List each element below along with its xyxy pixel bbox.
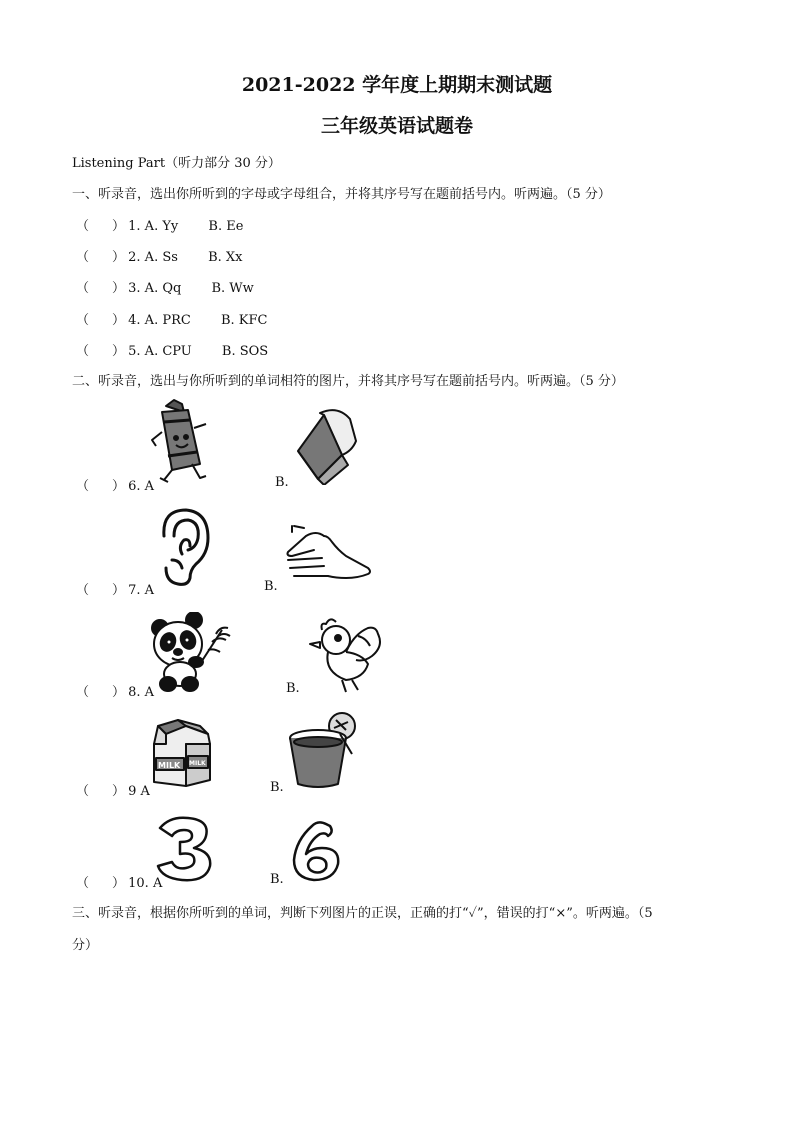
juice-cup-icon <box>288 710 360 790</box>
answer-blank[interactable]: （ ） <box>76 281 126 296</box>
crayon-icon <box>148 398 214 484</box>
listening-part-heading: Listening Part（听力部分 30 分） <box>72 156 281 171</box>
answer-blank[interactable]: （ ） <box>76 219 126 234</box>
question-8 <box>76 681 154 700</box>
question-5 <box>76 340 268 359</box>
option-a: CPU <box>162 344 192 359</box>
option-b-label: B. <box>286 681 300 696</box>
page-title: 2021-2022 学年度上期期末测试题 <box>241 74 553 96</box>
question-9 <box>76 780 150 799</box>
question-2 <box>76 246 242 265</box>
option-b: B. SOS <box>221 344 269 359</box>
answer-blank[interactable]: （ ） <box>76 583 126 598</box>
question-10 <box>76 872 162 891</box>
bird-icon <box>306 616 384 694</box>
option-a: Ss <box>162 250 178 265</box>
option-b: B. KFC <box>220 313 268 328</box>
option-b-label: B. <box>264 579 278 594</box>
hand-icon <box>284 522 372 586</box>
ear-icon <box>152 506 212 586</box>
answer-blank[interactable]: （ ） <box>76 344 126 359</box>
question-3 <box>76 277 254 296</box>
option-a-label: 6. A <box>128 479 155 494</box>
question-number: 4. A. <box>128 313 159 328</box>
question-number: 5. A. <box>128 344 159 359</box>
option-a-label: 8. A <box>128 685 155 700</box>
milk-carton-icon <box>150 716 214 790</box>
question-7 <box>76 579 154 598</box>
option-b-label: B. <box>275 475 289 490</box>
answer-blank[interactable]: （ ） <box>76 876 126 891</box>
answer-blank[interactable]: （ ） <box>76 685 126 700</box>
section2-instruction: 二、听录音，选出与你所听到的单词相符的图片，并将其序号写在题前括号内。听两遍。（5 分） <box>72 374 624 389</box>
milk-label: MILK <box>158 761 181 770</box>
option-a: PRC <box>162 313 191 328</box>
section3-instruction-line2: 分） <box>72 938 99 953</box>
number-six-icon <box>290 820 344 882</box>
option-b: B. Ee <box>208 219 244 234</box>
page-subtitle: 三年级英语试题卷 <box>320 115 473 137</box>
question-number: 2. A. <box>128 250 159 265</box>
option-a-label: 7. A <box>128 583 155 598</box>
option-a: Qq <box>162 281 182 296</box>
option-b-label: B. <box>270 872 284 887</box>
option-b: B. Ww <box>211 281 254 296</box>
option-b-label: B. <box>270 780 284 795</box>
question-4 <box>76 309 267 328</box>
question-number: 1. A. <box>128 219 159 234</box>
section3-instruction-line1: 三、听录音，根据你所听到的单词，判断下列图片的正误，正确的打“✓”，错误的打“×”。听两遍。（5 <box>72 906 653 921</box>
answer-blank[interactable]: （ ） <box>76 313 126 328</box>
option-a: Yy <box>162 219 179 234</box>
panda-icon <box>148 612 232 694</box>
answer-blank[interactable]: （ ） <box>76 784 126 799</box>
eraser-icon <box>294 405 358 485</box>
milk-label-side: MILK <box>189 760 206 767</box>
option-b: B. Xx <box>208 250 243 265</box>
question-1 <box>76 215 243 234</box>
number-three-icon <box>154 816 216 882</box>
answer-blank[interactable]: （ ） <box>76 479 126 494</box>
option-a-label: 10. A <box>128 876 163 891</box>
question-6 <box>76 475 154 494</box>
question-number: 3. A. <box>128 281 159 296</box>
answer-blank[interactable]: （ ） <box>76 250 126 265</box>
option-a-label: 9 A <box>128 784 150 799</box>
section1-instruction: 一、听录音，选出你所听到的字母或字母组合，并将其序号写在题前括号内。听两遍。（5 分） <box>72 187 611 202</box>
